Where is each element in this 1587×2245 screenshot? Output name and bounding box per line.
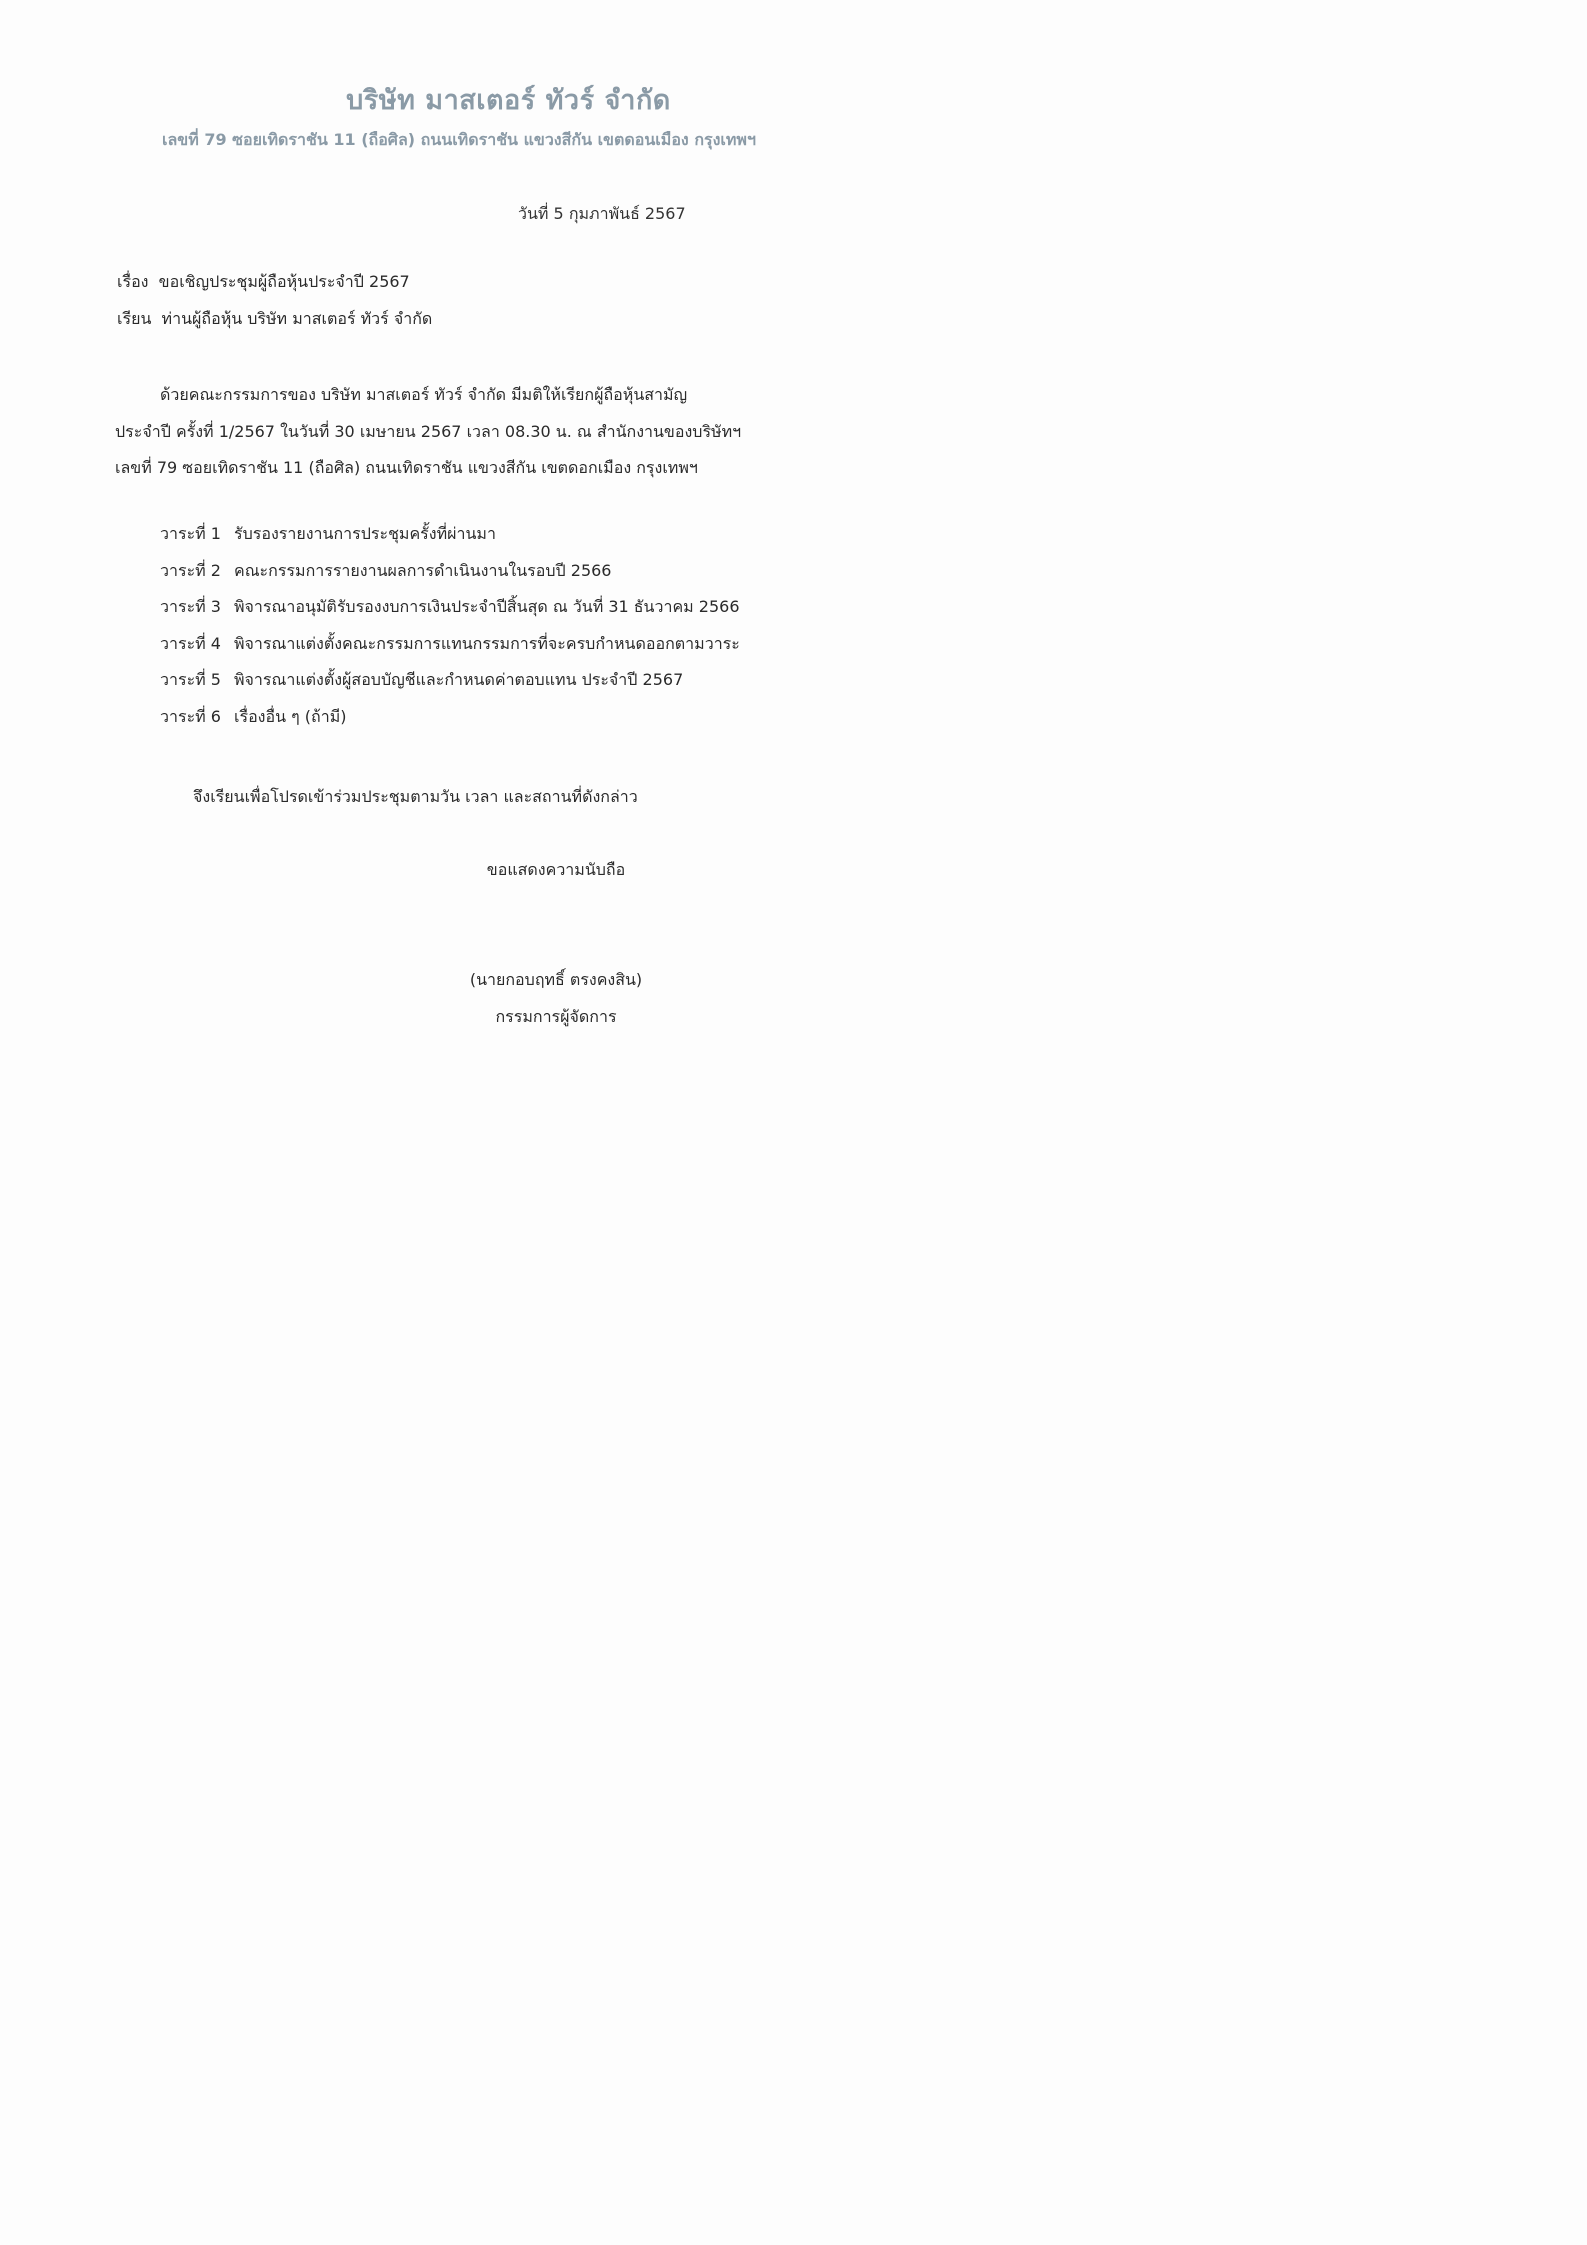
- recipient-text: ท่านผู้ถือหุ้น บริษัท มาสเตอร์ ทัวร์ จำกัด: [161, 309, 433, 328]
- company-address: เลขที่ 79 ซอยเทิดราชัน 11 (ถือศิล) ถนนเทิดราชัน แขวงสีกัน เขตดอนเมือง กรุงเทพฯ: [162, 130, 756, 149]
- signatory-position: กรรมการผู้จัดการ: [495, 1007, 617, 1026]
- agenda-text: เรื่องอื่น ๆ (ถ้ามี): [234, 706, 347, 726]
- agenda-number: วาระที่ 4: [160, 633, 221, 653]
- closing-line: จึงเรียนเพื่อโปรดเข้าร่วมประชุมตามวัน เวลา และสถานที่ดังกล่าว: [193, 787, 638, 806]
- body-line-1: ด้วยคณะกรรมการของ บริษัท มาสเตอร์ ทัวร์ จำกัด มีมติให้เรียกผู้ถือหุ้นสามัญ: [160, 385, 688, 404]
- agenda-item: [160, 522, 740, 559]
- recipient-label: เรียน: [117, 309, 152, 328]
- agenda-text: พิจารณาแต่งตั้งคณะกรรมการแทนกรรมการที่จะครบกำหนดออกตามวาระ: [234, 633, 740, 653]
- agenda-number: วาระที่ 5: [160, 670, 221, 689]
- agenda-number: วาระที่ 6: [160, 706, 221, 726]
- agenda-item: [160, 595, 740, 632]
- subject-line: [117, 270, 410, 295]
- agenda-number: วาระที่ 1: [160, 524, 221, 543]
- regards-line: ขอแสดงความนับถือ: [486, 860, 626, 879]
- body-line-3: เลขที่ 79 ซอยเทิดราชัน 11 (ถือศิล) ถนนเทิดราชัน แขวงสีกัน เขตดอกเมือง กรุงเทพฯ: [115, 458, 698, 477]
- agenda-number: วาระที่ 2: [160, 560, 221, 580]
- subject-label: เรื่อง: [117, 272, 149, 291]
- agenda-number: วาระที่ 3: [160, 597, 221, 616]
- signatory-name: (นายกอบฤทธิ์ ตรงคงสิน): [469, 970, 643, 989]
- body-line-2: ประจำปี ครั้งที่ 1/2567 ในวันที่ 30 เมษายน 2567 เวลา 08.30 น. ณ สำนักงานของบริษัทฯ: [115, 422, 742, 441]
- agenda-list: [160, 522, 740, 741]
- agenda-item: [160, 632, 740, 669]
- agenda-text: คณะกรรมการรายงานผลการดำเนินงานในรอบปี 2566: [234, 560, 612, 580]
- letter-date: วันที่ 5 กุมภาพันธ์ 2567: [518, 204, 686, 223]
- subject-text: ขอเชิญประชุมผู้ถือหุ้นประจำปี 2567: [158, 272, 410, 291]
- agenda-item: [160, 668, 740, 705]
- company-name: บริษัท มาสเตอร์ ทัวร์ จำกัด: [346, 85, 671, 116]
- agenda-text: พิจารณาอนุมัติรับรองงบการเงินประจำปีสิ้นสุด ณ วันที่ 31 ธันวาคม 2566: [234, 597, 740, 616]
- agenda-text: พิจารณาแต่งตั้งผู้สอบบัญชีและกำหนดค่าตอบแทน ประจำปี 2567: [234, 670, 684, 689]
- agenda-text: รับรองรายงานการประชุมครั้งที่ผ่านมา: [234, 524, 496, 543]
- agenda-item: [160, 705, 740, 742]
- recipient-line: [117, 307, 432, 332]
- agenda-item: [160, 559, 740, 596]
- letter-page: [0, 0, 1108, 1568]
